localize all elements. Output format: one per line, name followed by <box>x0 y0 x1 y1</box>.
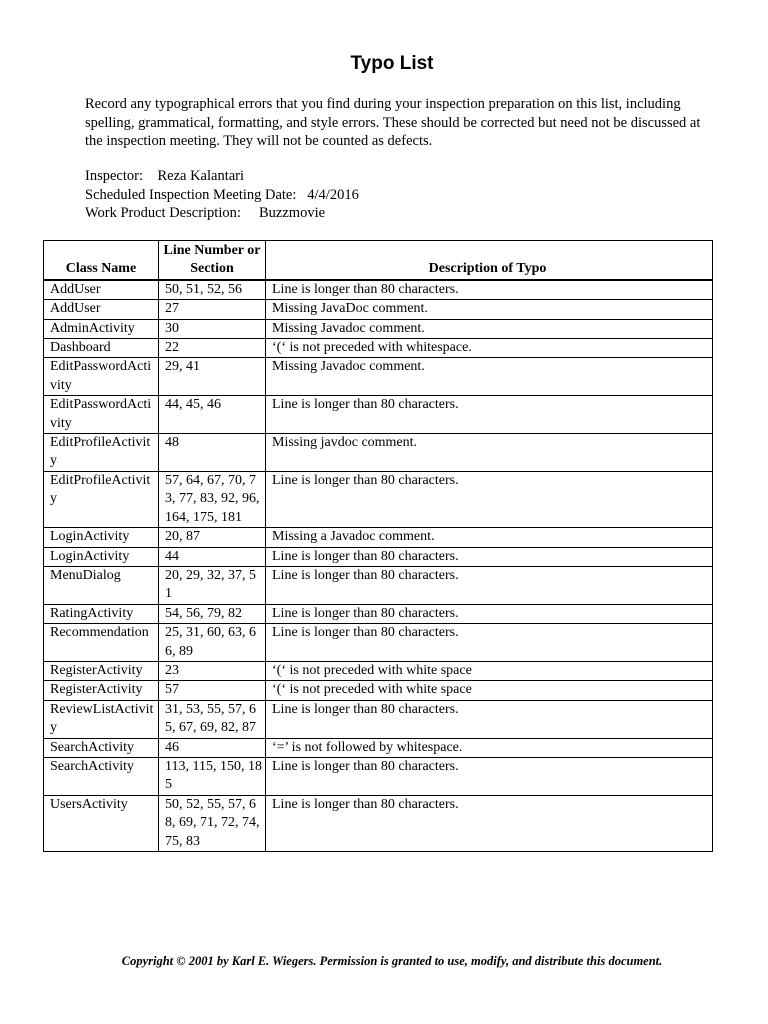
cell-description: Line is longer than 80 characters. <box>266 795 713 851</box>
cell-description: Missing a Javadoc comment. <box>266 528 713 547</box>
typo-table-body <box>44 280 713 852</box>
table-row <box>44 700 713 738</box>
cell-description: ‘(‘ is not preceded with whitespace. <box>266 339 713 358</box>
table-row <box>44 528 713 547</box>
cell-description: Missing Javadoc comment. <box>266 319 713 338</box>
cell-description: Line is longer than 80 characters. <box>266 471 713 527</box>
cell-description: Line is longer than 80 characters. <box>266 547 713 566</box>
work-product-description: Buzzmovie <box>259 205 326 221</box>
cell-line-number: 44 <box>159 547 266 566</box>
cell-line-number: 23 <box>159 661 266 680</box>
inspector-line <box>85 167 685 186</box>
cell-line-number: 20, 29, 32, 37, 51 <box>159 566 266 604</box>
inspection-details <box>85 167 685 223</box>
cell-line-number: 44, 45, 46 <box>159 396 266 434</box>
table-row <box>44 738 713 757</box>
table-header-row <box>44 241 713 280</box>
meeting-date: 4/4/2016 <box>307 186 359 203</box>
cell-class-name: AddUser <box>44 280 159 300</box>
cell-line-number: 20, 87 <box>159 528 266 547</box>
cell-class-name: RatingActivity <box>44 604 159 623</box>
table-row <box>44 547 713 566</box>
cell-description: Line is longer than 80 characters. <box>266 624 713 662</box>
cell-line-number: 29, 41 <box>159 358 266 396</box>
cell-description: Missing Javadoc comment. <box>266 358 713 396</box>
cell-class-name: LoginActivity <box>44 547 159 566</box>
cell-class-name: AdminActivity <box>44 319 159 338</box>
cell-description: ‘(‘ is not preceded with white space <box>266 681 713 700</box>
cell-class-name: Recommendation <box>44 624 159 662</box>
cell-description: Line is longer than 80 characters. <box>266 396 713 434</box>
cell-line-number: 57, 64, 67, 70, 73, 77, 83, 92, 96, 164, 175, 181 <box>159 471 266 527</box>
inspector-name: Reza Kalantari <box>157 168 245 184</box>
cell-class-name: EditProfileActivity <box>44 471 159 527</box>
cell-line-number: 113, 115, 150, 185 <box>159 757 266 795</box>
table-row <box>44 280 713 300</box>
cell-line-number: 48 <box>159 434 266 472</box>
table-row <box>44 319 713 338</box>
header-class-name: Class Name <box>44 241 159 280</box>
document-title: Typo List <box>350 53 434 74</box>
cell-class-name: RegisterActivity <box>44 681 159 700</box>
typo-table <box>43 240 713 852</box>
work-product-line <box>85 204 685 223</box>
cell-line-number: 22 <box>159 339 266 358</box>
table-row <box>44 624 713 662</box>
cell-description: Missing JavaDoc comment. <box>266 300 713 319</box>
cell-description: ‘=’ is not followed by whitespace. <box>266 738 713 757</box>
table-row <box>44 757 713 795</box>
cell-line-number: 46 <box>159 738 266 757</box>
cell-class-name: ReviewListActivity <box>44 700 159 738</box>
cell-class-name: SearchActivity <box>44 738 159 757</box>
table-row <box>44 661 713 680</box>
cell-class-name: MenuDialog <box>44 566 159 604</box>
cell-description: Line is longer than 80 characters. <box>266 700 713 738</box>
cell-line-number: 57 <box>159 681 266 700</box>
inspector-label: Inspector: <box>85 168 143 184</box>
cell-description: Missing javdoc comment. <box>266 434 713 472</box>
cell-line-number: 30 <box>159 319 266 338</box>
cell-class-name: Dashboard <box>44 339 159 358</box>
table-row <box>44 339 713 358</box>
cell-class-name: EditPasswordActivity <box>44 396 159 434</box>
table-row <box>44 566 713 604</box>
table-row <box>44 396 713 434</box>
instructions-paragraph: Record any typographical errors that you find during your inspection preparation on this list, including spelling, grammatical, formatting, and style errors. These should be corrected but need not be discussed at the inspection meeting. They will not be counted as defects. <box>85 96 701 149</box>
cell-line-number: 54, 56, 79, 82 <box>159 604 266 623</box>
cell-class-name: EditProfileActivity <box>44 434 159 472</box>
meeting-date-label: Scheduled Inspection Meeting Date: <box>85 186 297 203</box>
cell-line-number: 50, 52, 55, 57, 68, 69, 71, 72, 74, 75, 83 <box>159 795 266 851</box>
table-row <box>44 471 713 527</box>
cell-line-number: 27 <box>159 300 266 319</box>
table-row <box>44 795 713 851</box>
cell-line-number: 31, 53, 55, 57, 65, 67, 69, 82, 87 <box>159 700 266 738</box>
cell-class-name: UsersActivity <box>44 795 159 851</box>
meeting-date-line <box>85 186 685 205</box>
table-row <box>44 604 713 623</box>
table-row <box>44 434 713 472</box>
header-description: Description of Typo <box>266 241 713 280</box>
cell-line-number: 50, 51, 52, 56 <box>159 280 266 300</box>
cell-description: Line is longer than 80 characters. <box>266 757 713 795</box>
work-product-label: Work Product Description: <box>85 205 241 221</box>
cell-class-name: EditPasswordActivity <box>44 358 159 396</box>
cell-class-name: AddUser <box>44 300 159 319</box>
table-row <box>44 681 713 700</box>
cell-class-name: SearchActivity <box>44 757 159 795</box>
cell-description: Line is longer than 80 characters. <box>266 566 713 604</box>
cell-description: Line is longer than 80 characters. <box>266 604 713 623</box>
cell-description: Line is longer than 80 characters. <box>266 280 713 300</box>
cell-class-name: LoginActivity <box>44 528 159 547</box>
cell-line-number: 25, 31, 60, 63, 66, 89 <box>159 624 266 662</box>
cell-description: ‘(‘ is not preceded with white space <box>266 661 713 680</box>
table-row <box>44 358 713 396</box>
header-line-number: Line Number or Section <box>159 241 266 280</box>
table-row <box>44 300 713 319</box>
cell-class-name: RegisterActivity <box>44 661 159 680</box>
copyright-footer: Copyright © 2001 by Karl E. Wiegers. Permission is granted to use, modify, and distribute this document. <box>121 954 663 968</box>
